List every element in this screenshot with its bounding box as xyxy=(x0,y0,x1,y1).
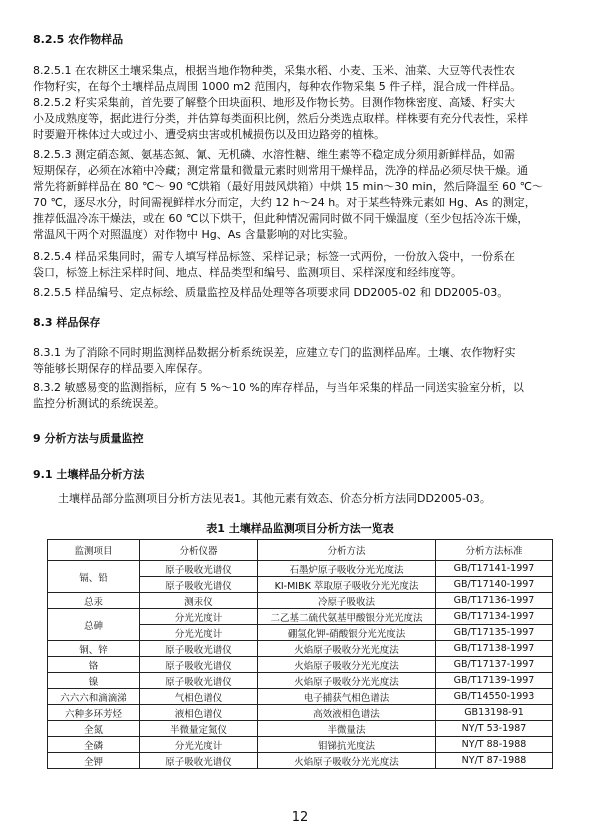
cell-standard: GB/T17137-1997 xyxy=(436,657,553,673)
table-row xyxy=(48,609,553,625)
cell-instrument: 气相色谱仪 xyxy=(140,689,258,705)
cell-method: 冷原子吸收法 xyxy=(258,593,436,609)
paragraph-line: 8.2.5.1 在农耕区土壤采集点，根据当地作物种类，采集水稻、小麦、玉米、油菜、大豆等代表性农 xyxy=(33,64,515,77)
paragraph-line: 土壤样品部分监测项目分析方法见表1。其他元素有效态、价态分析方法同DD2005-03。 xyxy=(58,492,491,505)
paragraph-line: 8.2.5.2 籽实采集前，首先要了解整个田块面积、地形及作物长势。目测作物株密度、高矮、籽实大 xyxy=(33,96,515,109)
cell-standard: GB/T17135-1997 xyxy=(436,625,553,641)
cell-monitoring-item: 铬 xyxy=(48,657,140,673)
cell-instrument: 原子吸收光谱仪 xyxy=(140,753,258,769)
cell-method: 半微量法 xyxy=(258,721,436,737)
analysis-methods-table xyxy=(47,539,553,769)
header-standard: 分析方法标准 xyxy=(436,540,553,561)
section-heading: 9.1 土壤样品分析方法 xyxy=(33,468,145,481)
cell-standard: GB/T17139-1997 xyxy=(436,673,553,689)
paragraph-line: 常温风干两个对照温度）对作物中 Hg、As 含量影响的对比实验。 xyxy=(33,228,355,241)
cell-monitoring-item: 六种多环芳烃 xyxy=(48,705,140,721)
cell-method: 火焰原子吸收分光光度法 xyxy=(258,673,436,689)
section-heading: 9 分析方法与质量监控 xyxy=(33,432,144,445)
cell-monitoring-item: 镉、铅 xyxy=(48,561,140,593)
cell-standard: NY/T 53-1987 xyxy=(436,721,553,737)
paragraph-line: 作物籽实，在每个土壤样品点周围 1000 m2 范围内，每种农作物采集 5 件子样，混合成一件样品。 xyxy=(33,80,522,93)
cell-standard: NY/T 88-1988 xyxy=(436,737,553,753)
cell-method: KI-MIBK 萃取原子吸收分光光度法 xyxy=(258,577,436,593)
cell-standard: GB/T17141-1997 xyxy=(436,561,553,577)
cell-monitoring-item: 全磷 xyxy=(48,737,140,753)
paragraph-line: 时要避开株体过大或过小、遭受病虫害或机械损伤以及田边路旁的植株。 xyxy=(33,128,385,141)
page-number: 12 xyxy=(291,810,309,825)
cell-instrument: 液相色谱仪 xyxy=(140,705,258,721)
paragraph-line: 袋口，标签上标注采样时间、地点、样品类型和编号、监测项目、采样深度和经纬度等。 xyxy=(33,266,462,279)
cell-standard: GB/T14550-1993 xyxy=(436,689,553,705)
header-method: 分析方法 xyxy=(258,540,436,561)
section-heading: 8.2.5 农作物样品 xyxy=(33,33,124,46)
paragraph-line: 8.3.1 为了消除不同时期监测样品数据分析系统误差，应建立专门的监测样品库。土壤、农作物籽实 xyxy=(33,346,516,359)
table-row xyxy=(48,561,553,577)
cell-standard: GB13198-91 xyxy=(436,705,553,721)
paragraph-line: 8.2.5.4 样品采集同时，需专人填写样品标签、采样记录；标签一式两份，一份放入袋中，一份系在 xyxy=(33,250,515,263)
cell-method: 火焰原子吸收分光光度法 xyxy=(258,657,436,673)
cell-standard: GB/T17136-1997 xyxy=(436,593,553,609)
cell-monitoring-item: 全氮 xyxy=(48,721,140,737)
cell-monitoring-item: 总汞 xyxy=(48,593,140,609)
paragraph-line: 8.3.2 敏感易变的监测指标，应有 5 %～10 %的库存样品，与当年采集的样品一同送实验室分析，以 xyxy=(33,381,524,394)
table-row xyxy=(48,737,553,753)
table-row xyxy=(48,657,553,673)
cell-instrument: 分光光度计 xyxy=(140,737,258,753)
cell-instrument: 原子吸收光谱仪 xyxy=(140,577,258,593)
cell-monitoring-item: 总砷 xyxy=(48,609,140,641)
table-row xyxy=(48,593,553,609)
table-row xyxy=(48,721,553,737)
cell-method: 火焰原子吸收分光光度法 xyxy=(258,641,436,657)
cell-instrument: 测汞仪 xyxy=(140,593,258,609)
cell-method: 钼锑抗光度法 xyxy=(258,737,436,753)
cell-standard: GB/T17138-1997 xyxy=(436,641,553,657)
cell-standard: GB/T17134-1997 xyxy=(436,609,553,625)
paragraph-line: 监控分析测试的系统误差。 xyxy=(33,397,165,410)
cell-instrument: 分光光度计 xyxy=(140,609,258,625)
header-instrument: 分析仪器 xyxy=(140,540,258,561)
paragraph-line: 常先将新鲜样品在 80 ℃～ 90 ℃烘箱（最好用鼓风烘箱）中烘 15 min～30 min，然后降温至 60 ℃～ xyxy=(33,180,543,193)
cell-monitoring-item: 镍 xyxy=(48,673,140,689)
cell-standard: GB/T17140-1997 xyxy=(436,577,553,593)
table-row xyxy=(48,641,553,657)
cell-standard: NY/T 87-1988 xyxy=(436,753,553,769)
paragraph-line: 8.2.5.3 测定硝态氮、氨基态氮、氰、无机磷、水溶性糖、维生素等不稳定成分须用新鲜样品，如需 xyxy=(33,148,515,161)
section-heading: 8.3 样品保存 xyxy=(33,316,101,329)
table-row xyxy=(48,689,553,705)
cell-instrument: 分光光度计 xyxy=(140,625,258,641)
paragraph-line: 推荐低温冷冻干燥法，或在 60 ℃以下烘干，但此种情况需同时做不同干燥温度（至少包括冷冻干燥， xyxy=(33,212,529,225)
cell-method: 火焰原子吸收分光光度法 xyxy=(258,753,436,769)
table-row xyxy=(48,753,553,769)
paragraph-line: 小及成熟度等，据此进行分类，并估算每类面积比例，然后分类选点取样。样株要有充分代表性，采样 xyxy=(33,112,528,125)
table-header-row xyxy=(48,540,553,561)
cell-instrument: 原子吸收光谱仪 xyxy=(140,561,258,577)
cell-instrument: 半微量定氮仪 xyxy=(140,721,258,737)
cell-method: 高效液相色谱法 xyxy=(258,705,436,721)
paragraph-line: 8.2.5.5 样品编号、定点标绘、质量监控及样品处理等各项要求同 DD2005-02 和 DD2005-03。 xyxy=(33,286,509,299)
cell-instrument: 原子吸收光谱仪 xyxy=(140,657,258,673)
cell-method: 硼氢化钾-硝酸银分光光度法 xyxy=(258,625,436,641)
cell-method: 石墨炉原子吸收分光光度法 xyxy=(258,561,436,577)
cell-monitoring-item: 铜、锌 xyxy=(48,641,140,657)
cell-method: 电子捕获气相色谱法 xyxy=(258,689,436,705)
paragraph-line: 70 ℃，逐尽水分，时间需视鲜样水分而定，大约 12 h～24 h。对于某些特殊元素如 Hg、As 的测定， xyxy=(33,196,536,209)
table-row xyxy=(48,673,553,689)
cell-monitoring-item: 六六六和滴滴涕 xyxy=(48,689,140,705)
paragraph-line: 短期保存，必须在冰箱中冷藏；测定常量和微量元素时则常用干燥样品，洗净的样品必须尽快干燥。通 xyxy=(33,164,528,177)
header-monitoring-item: 监测项目 xyxy=(48,540,140,561)
table-caption: 表1 土壤样品监测项目分析方法一览表 xyxy=(206,522,394,535)
cell-instrument: 原子吸收光谱仪 xyxy=(140,641,258,657)
paragraph-line: 等能够长期保存的样品要入库保存。 xyxy=(33,362,209,375)
table-row xyxy=(48,705,553,721)
cell-instrument: 原子吸收光谱仪 xyxy=(140,673,258,689)
cell-method: 二乙基二硫代氨基甲酸银分光光度法 xyxy=(258,609,436,625)
cell-monitoring-item: 全钾 xyxy=(48,753,140,769)
